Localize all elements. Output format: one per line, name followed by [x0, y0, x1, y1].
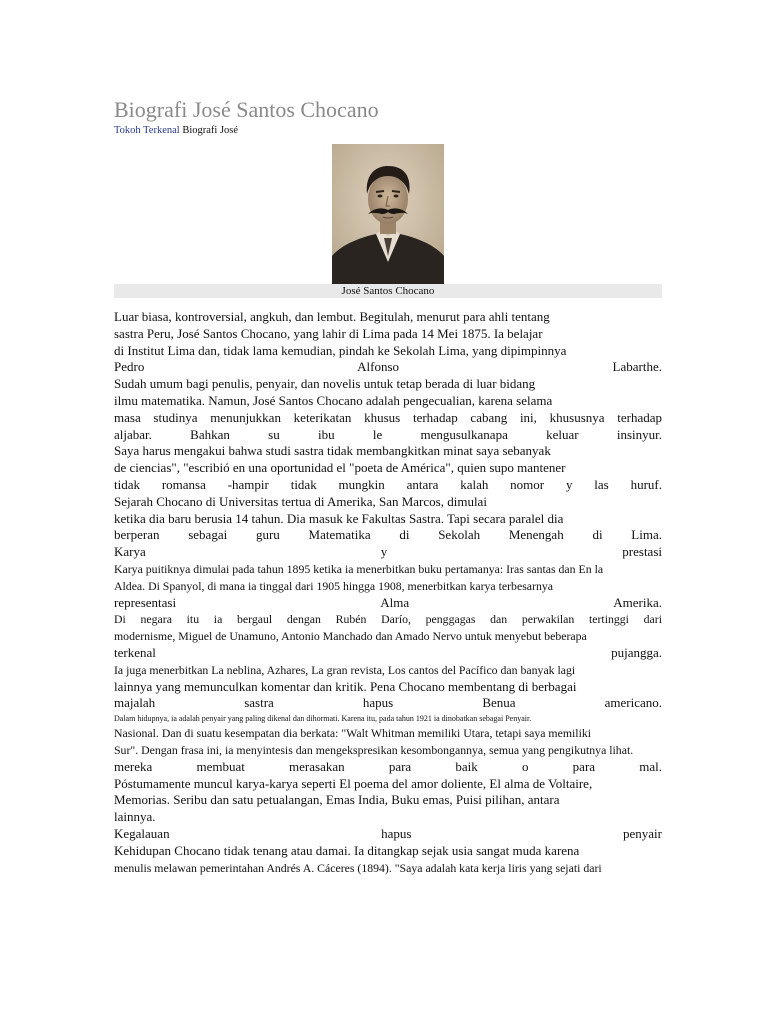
article	[114, 96, 662, 876]
body-line: Sejarah Chocano di Universitas tertua di Amerika, San Marcos, dimulai	[114, 493, 487, 509]
body-line: Karya y prestasi	[114, 544, 662, 560]
figure-caption: José Santos Chocano	[114, 284, 662, 298]
body-line: Pedro Alfonso Labarthe.	[114, 359, 662, 375]
breadcrumb	[114, 124, 662, 138]
body-line: modernisme, Miguel de Unamuno, Antonio Manchado dan Amado Nervo untuk menyebut beberapa	[114, 629, 587, 644]
body-line: Kegalauan hapus penyair	[114, 825, 662, 841]
page-title: Biografi José Santos Chocano	[114, 97, 379, 122]
body-line: berperan sebagai guru Matematika di Sekolah Menengah di Lima.	[114, 527, 662, 543]
body-line: ketika dia baru berusia 14 tahun. Dia masuk ke Fakultas Sastra. Tapi secara paralel dia	[114, 510, 564, 526]
body-line: ilmu matematika. Namun, José Santos Chocano adalah pengecualian, karena selama	[114, 392, 553, 408]
body-line: Póstumamente muncul karya-karya seperti El poema del amor doliente, El alma de Voltaire,	[114, 775, 593, 791]
breadcrumb-link-tokoh-terkenal[interactable]: Tokoh Terkenal	[114, 125, 180, 136]
portrait-image	[332, 144, 444, 284]
body-line: Saya harus mengakui bahwa studi sastra tidak membangkitkan minat saya sebanyak	[114, 443, 551, 459]
body-line: masa studinya menunjukkan keterikatan khusus terhadap cabang ini, khususnya terhadap	[114, 409, 662, 425]
body-line: lainnya yang memunculkan komentar dan kritik. Pena Chocano membentang di berbagai	[114, 678, 577, 694]
body-line: Aldea. Di Spanyol, di mana ia tinggal dari 1905 hingga 1908, menerbitkan karya terbesarnya	[114, 578, 553, 593]
body-line: Nasional. Dan di suatu kesempatan dia berkata: "Walt Whitman memiliki Utara, tetapi saya memiliki	[114, 726, 592, 741]
body-line: majalah sastra hapus Benua americano.	[114, 695, 662, 711]
body-line: aljabar. Bahkan su ibu le mengusulkanapa keluar insinyur.	[114, 426, 662, 442]
body-line: Sur". Dengan frasa ini, ia menyintesis dan mengekspresikan kesombongannya, semua yang pengikutnya lihat.	[114, 742, 634, 757]
body-line: Di negara itu ia bergaul dengan Rubén Darío, penggagas dan perwakilan tertinggi dari	[114, 612, 662, 627]
body-line: Kehidupan Chocano tidak tenang atau damai. Ia ditangkap sejak usia sangat muda karena	[114, 842, 580, 858]
body-line: tidak romansa -hampir tidak mungkin antara kalah nomor y las huruf.	[114, 476, 662, 492]
body-line: Memorias. Seribu dan satu petualangan, Emas India, Buku emas, Puisi pilihan, antara	[114, 792, 560, 808]
body-line: Karya puitiknya dimulai pada tahun 1895 ketika ia menerbitkan buku pertamanya: Iras santas dan En la	[114, 561, 604, 576]
breadcrumb-current: Biografi José	[182, 125, 239, 136]
body-line: sastra Peru, José Santos Chocano, yang lahir di Lima pada 14 Mei 1875. Ia belajar	[114, 325, 543, 341]
body-line: Luar biasa, kontroversial, angkuh, dan lembut. Begitulah, menurut para ahli tentang	[114, 309, 550, 324]
body-line: Dalam hidupnya, ia adalah penyair yang paling dikenal dan dihormati. Karena itu, pada tahun 1921 ia dinobatkan sebagai Penyair.	[114, 714, 532, 724]
portrait-photo	[332, 144, 444, 284]
body-line: Ia juga menerbitkan La neblina, Azhares, La gran revista, Los cantos del Pacífico dan banyak lagi	[114, 662, 576, 677]
body-line: de ciencias", "escribió en una oportunidad el "poeta de América", quien supo mantener	[114, 460, 566, 476]
article-body	[114, 309, 662, 876]
body-line: representasi Alma Amerika.	[114, 594, 662, 610]
body-line: di Institut Lima dan, tidak lama kemudian, pindah ke Sekolah Lima, yang dipimpinnya	[114, 342, 567, 358]
body-line: menulis melawan pemerintahan Andrés A. Cáceres (1894). "Saya adalah kata kerja liris yang sejati dari	[114, 860, 602, 875]
body-line: lainnya.	[114, 809, 156, 825]
body-line: mereka membuat merasakan para baik o para mal.	[114, 758, 662, 774]
body-line: terkenal pujangga.	[114, 644, 662, 660]
portrait-figure	[114, 144, 662, 298]
body-line: Sudah umum bagi penulis, penyair, dan novelis untuk tetap berada di luar bidang	[114, 376, 536, 392]
